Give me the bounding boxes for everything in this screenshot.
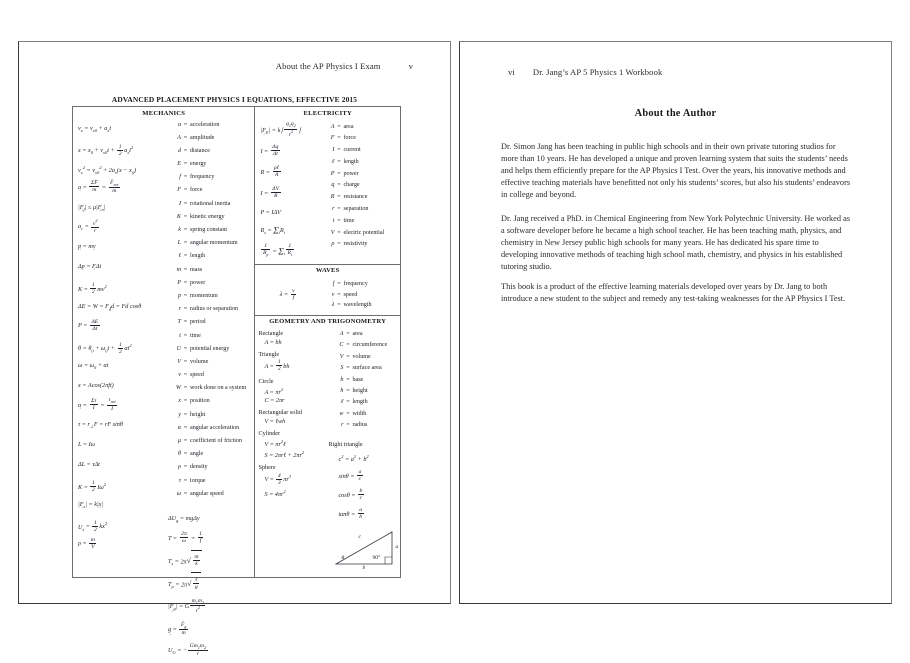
equation-row: P = $\frac{\Delta E}{\Delta t}$ <box>78 319 99 332</box>
equation-row: $\theta = \theta_0 + \omega_0t$ + $\frac{1}{2}$ $\alpha t^2$ <box>78 341 132 355</box>
equation-row: $|F \to_E|$ = k∣ $\frac{q_1q_2}{r^2}$ ∣ <box>257 120 319 141</box>
equation-sheet-title: ADVANCED PLACEMENT PHYSICS I EQUATIONS, EFFECTIVE 2015 <box>111 95 358 104</box>
page-right <box>459 41 892 604</box>
equation-row: K = $\frac{1}{2}$ $mv^2$ <box>78 282 107 296</box>
shape-name: Cylinder <box>258 430 281 438</box>
shape-name: Triangle <box>258 351 280 358</box>
about-paragraph: Dr. Simon Jang has been teaching in public high schools and in their own private tutoring studios for more than 10 years. He has developed a unique and proven learning system that suits the students’ needs and helps them efficiently prepare for the AP Physics I Test. Over the years, his innovative methods and effective teaching materials have benefitted not only his students’ scores, but also his students’ endeavors in college and beyond. <box>501 142 851 199</box>
definition-row: v = speed <box>331 291 358 298</box>
definition-row: S = surface area <box>340 365 382 372</box>
definition-row: A = area <box>330 123 354 130</box>
equation-sheet-table <box>72 106 401 658</box>
definition-row: α = angular acceleration <box>177 424 240 431</box>
definition-row: t = time <box>332 217 355 224</box>
triangle-label-right-angle: 90° <box>372 555 381 562</box>
right-triangle-svg <box>334 526 400 568</box>
definition-row: L = angular momentum <box>177 240 238 247</box>
equation-row: $A = \pi r^2$ <box>264 386 284 397</box>
equation-row: $a_c$ = $\frac{v^2}{r}$ <box>78 218 98 234</box>
equation-row: $T_s = 2\pi$ √ $\frac{m}{k}$ <box>166 550 251 572</box>
about-paragraph: This book is a product of the effective learning materials developed over years by Dr. Jang to both introduce a new student to the subject and remedy any test-taking weaknesses for the AP Physics I Test. <box>501 282 846 304</box>
definition-row: ℓ = length <box>340 399 368 406</box>
equation-row: C = 2πr <box>264 397 285 405</box>
definition-row: ℓ = length <box>178 253 206 260</box>
section-heading-waves: WAVES <box>315 267 340 274</box>
equation-row: $V = \pi r^2\ell$ <box>264 439 286 449</box>
section-heading-electricity: ELECTRICITY <box>303 109 352 117</box>
definition-row: d = distance <box>177 147 210 154</box>
running-head-left-title: About the AP Physics I Exam <box>275 61 381 71</box>
mechanics-definitions <box>166 119 251 661</box>
shape-name: Circle <box>258 377 274 385</box>
definition-row: q = charge <box>331 182 360 189</box>
definition-row: h = height <box>340 387 368 394</box>
definition-row: y = height <box>178 411 206 418</box>
definition-row: k = spring constant <box>178 227 228 233</box>
definition-row: w = width <box>339 410 367 417</box>
definition-row: p = momentum <box>177 292 218 299</box>
equation-row: R = $\frac{\text{ρℓ}}{A}$ <box>260 165 280 179</box>
section-heading-geometry: GEOMETRY AND TRIGONOMETRY <box>269 318 387 325</box>
equation-row: $\Delta U_g = mg\Delta y$ <box>168 514 200 524</box>
definition-row: x = position <box>178 398 210 405</box>
equation-row: $|F \to_s| = k|x$ →| <box>76 495 166 515</box>
electricity-waves-geometry-column <box>255 107 400 577</box>
definition-row: r = separation <box>332 206 369 213</box>
equation-row: V = ℓwh <box>264 418 286 426</box>
equation-row: a → = $\frac{\Sigma F \to}{m}$ = $\frac{F \to_{net}}{m}$ <box>76 178 166 198</box>
folio-left: v <box>408 61 413 71</box>
electricity-definitions <box>319 120 398 264</box>
geometry-definitions-and-triangle <box>328 329 397 578</box>
equation-row: ΔL = τΔt <box>78 461 100 469</box>
definition-row: ℓ = length <box>331 158 359 165</box>
definition-row: T = period <box>177 319 206 326</box>
equation-row: $|F \to_f| \le \mu|F \to_n|$ <box>76 198 166 218</box>
shape-name: Rectangular solid <box>258 409 302 417</box>
equation-row: P = IΔV <box>260 208 281 216</box>
definition-row: μ = coefficient of friction <box>177 438 242 444</box>
equation-row: T = $\frac{2\pi}{\omega}$ = $\frac{1}{f}$ <box>168 531 202 545</box>
equation-row: p → = mv → <box>76 237 166 257</box>
equation-row: $T_p = 2\pi$ √ $\frac{\text{ℓ}}{g}$ <box>166 572 251 595</box>
equation-row: cosθ = $\frac{b}{c}$ <box>338 487 363 501</box>
definition-row: r = radius or separation <box>178 306 239 313</box>
triangle-label-hypotenuse: c <box>358 534 361 541</box>
right-triangle-label: Right triangle <box>328 440 363 448</box>
shape-name: Rectangle <box>258 330 284 337</box>
definition-row: v = speed <box>178 372 204 379</box>
equation-row: $\frac{1}{R_p}$ = $\Sigma_i$ $\frac{1}{R_i}$ <box>262 243 293 258</box>
equation-row: $\Delta E = W = F_\parallel d = Fd$ cosθ <box>78 302 142 311</box>
right-triangle-figure <box>334 526 397 578</box>
equation-row: Δp = F →Δt <box>76 257 166 277</box>
running-head-right-title: Dr. Jang’s AP 5 Physics 1 Workbook <box>532 67 663 77</box>
definition-row: A = area <box>339 331 363 337</box>
definition-row: ω = angular speed <box>176 490 224 497</box>
equation-row: ρ = $\frac{m}{V}$ <box>78 536 95 550</box>
equation-row: $x = x_0 + v_{x0}t$ + $\frac{1}{2}$ $a_xt^2$ <box>78 143 134 157</box>
definition-row: θ = angle <box>178 451 204 458</box>
equation-row: L = Iω <box>78 441 96 449</box>
definition-row: A = amplitude <box>177 134 215 141</box>
about-paragraph: Dr. Jang received a PhD. in Chemical Engineering from New York Polytechnic University. He worked as a software developer before he became a high school teacher. He has been teaching math, physics, and chemistry in New Jersey public high schools for many years. He has dedicated his spare time to developing innovative methods of teaching high school math, chemistry, and physics in his established tutoring studio. <box>501 214 851 271</box>
definition-row: U = potential energy <box>176 345 230 352</box>
definition-row: ρ = density <box>178 464 208 471</box>
definition-row: f = frequency <box>179 174 215 181</box>
page-left <box>18 41 451 658</box>
equation-row: $\omega = \omega_0 + \alpha t$ <box>78 362 109 371</box>
definition-row: W = work done on a system <box>175 385 247 392</box>
waves-definitions <box>319 279 398 311</box>
equation-row: A = $\frac{1}{2}$ bh <box>264 359 290 373</box>
equation-row: $\tau = r_\perp F$ = rF sinθ <box>78 421 123 430</box>
mechanics-equations <box>76 119 166 661</box>
equation-row: λ = $\frac{v}{f}$ <box>279 287 295 301</box>
definition-row: f = frequency <box>332 281 368 287</box>
definition-row: V = volume <box>339 353 371 360</box>
definition-row: E = energy <box>177 161 207 168</box>
running-head-right <box>508 67 662 77</box>
equation-row: $U_G$ = − $\frac{Gm_1m_2}{r}$ <box>168 642 207 658</box>
definition-row: F = force <box>330 135 356 142</box>
definition-row: λ = wavelength <box>331 302 372 308</box>
definition-row: r = radius <box>341 422 368 429</box>
shape-name: Sphere <box>258 464 276 472</box>
definition-row: C = circumference <box>339 342 388 349</box>
definition-row: P = power <box>330 170 359 177</box>
definition-row: K = kinetic energy <box>176 213 225 220</box>
mechanics-column <box>73 107 255 658</box>
definition-row: m = mass <box>176 266 203 273</box>
definition-row: V = electric potential <box>330 229 385 236</box>
definition-row: P = power <box>177 279 206 286</box>
triangle-label-angle: θ <box>341 555 345 562</box>
equation-row: V = $\frac{4}{3}$ $\pi r^3$ <box>264 472 291 486</box>
electricity-equations <box>257 120 319 264</box>
definition-row: b = base <box>340 376 364 383</box>
equation-row: A = bh <box>264 339 282 346</box>
equation-row: $v_x^2 = v_{x0}^2 + 2a_x(x - x_0)$ <box>78 165 137 176</box>
equation-row: K = $\frac{1}{2}$ $I\omega^2$ <box>78 480 106 494</box>
equation-row: g → = $\frac{F \to_g}{m}$ <box>166 618 251 641</box>
equation-row: $S = 4\pi r^2$ <box>264 489 286 499</box>
equation-row: I = $\frac{\Delta q}{\Delta t}$ <box>260 144 279 158</box>
waves-equations <box>257 288 319 301</box>
about-the-author-heading: About the Author <box>634 108 717 119</box>
electricity-section <box>255 107 400 264</box>
definition-row: I = current <box>332 147 361 154</box>
definition-row: F = force <box>177 187 203 194</box>
equation-row: tanθ = $\frac{a}{b}$ <box>338 506 363 520</box>
geometry-shapes <box>258 329 328 578</box>
definition-row: a = acceleration <box>177 121 220 128</box>
geometry-section <box>255 315 400 579</box>
definition-row: τ = torque <box>178 477 206 484</box>
running-head-left <box>276 61 413 71</box>
equation-row: $c^2 = a^2 + b^2$ <box>338 453 369 463</box>
equation-row: S = 2πrℓ + $2\pi r^2$ <box>264 450 305 460</box>
equation-row: sinθ = $\frac{a}{c}$ <box>338 469 362 482</box>
definition-row: ρ = resistivity <box>331 241 368 248</box>
equation-row: α → = $\frac{\Sigma\tau}{I}$ = $\frac{\tau_{net}}{I}$ <box>76 396 166 416</box>
equation-row: I = $\frac{\Delta V}{R}$ <box>260 186 280 200</box>
definition-row: R = resistance <box>330 194 368 201</box>
equation-row: $|F \to_g| = G$ $\frac{m_1m_2}{r^2}$ <box>166 595 251 618</box>
waves-section <box>255 264 400 315</box>
folio-right: vi <box>508 67 515 77</box>
definition-row: I = rotational inertia <box>178 200 231 207</box>
equation-row: $U_s$ = $\frac{1}{2}$ $kx^2$ <box>78 520 108 534</box>
section-heading-mechanics: MECHANICS <box>142 109 186 117</box>
triangle-label-adjacent: b <box>362 565 366 572</box>
equation-row: $R_s = \Sigma_iR_i$ <box>260 226 286 237</box>
definition-row: t = time <box>179 332 201 339</box>
equation-row: x = Acos(2πft) <box>78 381 114 389</box>
equation-row: $v_x = v_{x0} + a_xt$ <box>78 124 112 133</box>
definition-row: V = volume <box>177 358 209 365</box>
triangle-label-opposite: a <box>395 544 399 551</box>
